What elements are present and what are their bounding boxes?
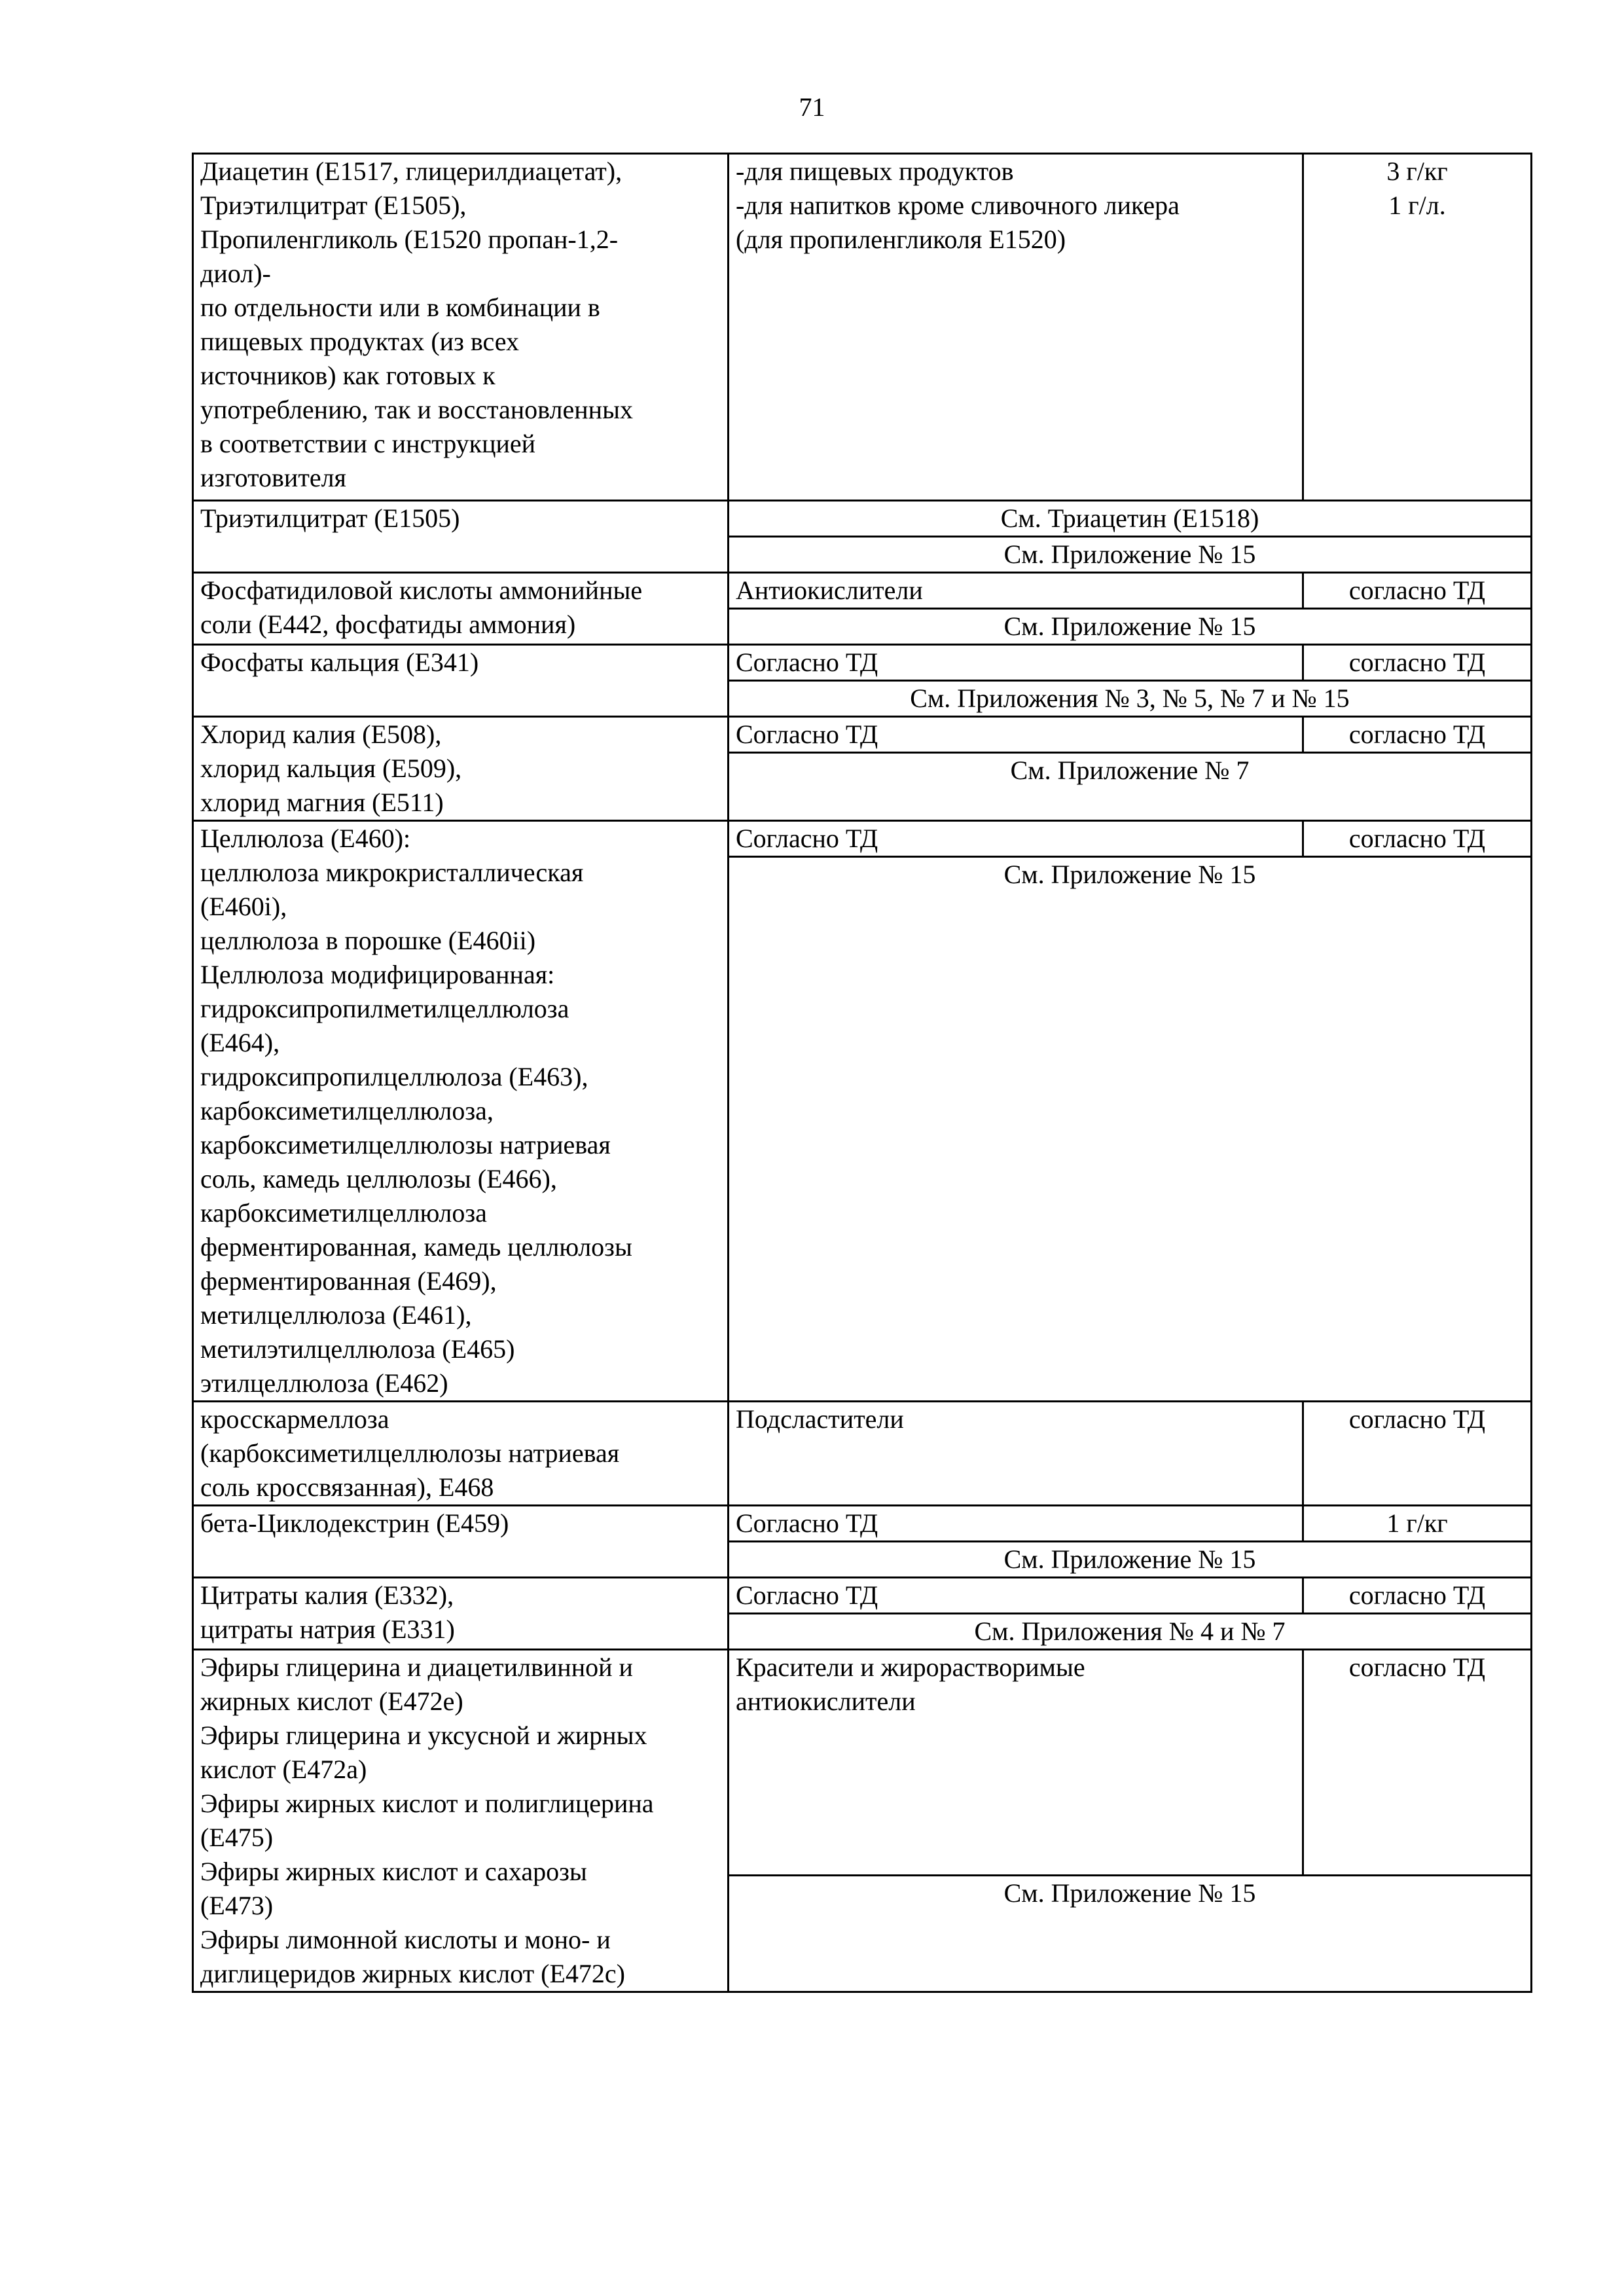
substance-cell (193, 821, 729, 1402)
substance-line: (Е464), (200, 1028, 280, 1057)
reference-cell: См. Приложения № 3, № 5, № 7 и № 15 (729, 681, 1532, 717)
substance-line: (Е460i), (200, 892, 287, 921)
level-cell: согласно ТД (1303, 645, 1532, 681)
reference-cell: См. Приложение № 15 (729, 537, 1532, 573)
substance-line: жирных кислот (Е472е) (200, 1686, 463, 1716)
substance-line: Хлорид калия (Е508), (200, 720, 442, 749)
substance-line: целлюлоза микрокристаллическая (200, 858, 584, 887)
category-cell (729, 1650, 1303, 1876)
reference-cell: См. Приложение № 15 (729, 1876, 1532, 1992)
additives-table (192, 153, 1532, 1993)
level-cell: согласно ТД (1303, 717, 1532, 753)
substance-line: Цитраты калия (Е332), (200, 1580, 454, 1610)
level-cell: согласно ТД (1303, 1578, 1532, 1614)
substance-line: соли (Е442, фосфатиды аммония) (200, 610, 576, 639)
substance-line: диол)- (200, 259, 271, 288)
category-cell (729, 154, 1303, 501)
substance-cell: Триэтилцитрат (Е1505) (193, 501, 729, 573)
substance-line: метилэтилцеллюлоза (Е465) (200, 1334, 515, 1364)
reference-cell: См. Приложение № 7 (729, 753, 1532, 821)
table-row (193, 573, 1532, 609)
substance-line: хлорид магния (Е511) (200, 788, 444, 817)
substance-line: Фосфатидиловой кислоты аммонийные (200, 575, 643, 605)
substance-line: (Е475) (200, 1823, 274, 1852)
level-cell: согласно ТД (1303, 573, 1532, 609)
substance-cell (193, 717, 729, 821)
table-row (193, 645, 1532, 681)
substance-line: метилцеллюлоза (Е461), (200, 1300, 472, 1330)
substance-line: Пропиленгликоль (Е1520 пропан-1,2- (200, 225, 619, 254)
reference-cell: См. Приложение № 15 (729, 1542, 1532, 1578)
substance-line: карбоксиметилцеллюлоза (200, 1198, 487, 1228)
substance-line: Эфиры глицерина и диацетилвинной и (200, 1652, 633, 1682)
reference-cell: См. Триацетин (Е1518) (729, 501, 1532, 537)
substance-line: гидроксипропилцеллюлоза (Е463), (200, 1062, 588, 1091)
substance-line: хлорид кальция (Е509), (200, 754, 462, 783)
table-row (193, 821, 1532, 857)
table-row (193, 1578, 1532, 1614)
table-row (193, 1506, 1532, 1542)
reference-cell: См. Приложения № 4 и № 7 (729, 1614, 1532, 1650)
reference-cell: См. Приложение № 15 (729, 857, 1532, 1402)
substance-line: соль, камедь целлюлозы (Е466), (200, 1164, 557, 1194)
category-line: -для напитков кроме сливочного ликера (736, 191, 1180, 220)
table-row (193, 717, 1532, 753)
page-number: 71 (799, 92, 825, 122)
substance-line: употреблению, так и восстановленных (200, 395, 633, 424)
category-cell: Согласно ТД (729, 821, 1303, 857)
substance-line: целлюлоза в порошке (Е460ii) (200, 926, 536, 955)
substance-line: источников) как готовых к (200, 361, 496, 390)
category-line: -для пищевых продуктов (736, 156, 1014, 186)
substance-line: Эфиры лимонной кислоты и моно- и (200, 1925, 611, 1954)
substance-line: пищевых продуктах (из всех (200, 327, 520, 356)
substance-line: гидроксипропилметилцеллюлоза (200, 994, 569, 1023)
substance-line: соль кроссвязанная), Е468 (200, 1472, 494, 1502)
substance-line: в соответствии с инструкцией (200, 429, 536, 458)
substance-line: ферментированная (Е469), (200, 1266, 497, 1296)
level-cell: 1 г/кг (1303, 1506, 1532, 1542)
substance-line: диглицеридов жирных кислот (Е472с) (200, 1959, 625, 1988)
substance-line: кросскармеллоза (200, 1404, 389, 1434)
substance-cell (193, 1650, 729, 1992)
substance-line: изготовителя (200, 463, 346, 492)
substance-cell: Фосфаты кальция (Е341) (193, 645, 729, 717)
substance-line: Целлюлоза модифицированная: (200, 960, 555, 989)
category-cell: Подсластители (729, 1402, 1303, 1506)
reference-cell: См. Приложение № 15 (729, 609, 1532, 645)
category-cell: Согласно ТД (729, 645, 1303, 681)
level-cell: согласно ТД (1303, 1402, 1532, 1506)
substance-cell (193, 154, 729, 501)
substance-cell (193, 1578, 729, 1650)
substance-line: Эфиры глицерина и уксусной и жирных (200, 1721, 647, 1750)
substance-cell (193, 573, 729, 645)
category-cell: Согласно ТД (729, 1506, 1303, 1542)
table-row (193, 154, 1532, 501)
category-cell: Согласно ТД (729, 1578, 1303, 1614)
substance-line: кислот (Е472а) (200, 1755, 367, 1784)
category-line: антиокислители (736, 1686, 916, 1716)
category-line: Красители и жирорастворимые (736, 1652, 1085, 1682)
level-line: 1 г/л. (1388, 191, 1446, 220)
substance-line: карбоксиметилцеллюлоза, (200, 1096, 494, 1125)
level-line: 3 г/кг (1386, 156, 1448, 186)
substance-line: Триэтилцитрат (Е1505), (200, 191, 467, 220)
table-row (193, 501, 1532, 537)
category-line: (для пропиленгликоля Е1520) (736, 225, 1066, 254)
level-cell: согласно ТД (1303, 821, 1532, 857)
substance-line: (Е473) (200, 1891, 274, 1920)
substance-line: цитраты натрия (Е331) (200, 1614, 455, 1644)
table-row (193, 1650, 1532, 1876)
substance-line: Эфиры жирных кислот и полиглицерина (200, 1789, 654, 1818)
substance-line: Целлюлоза (Е460): (200, 824, 411, 853)
substance-line: ферментированная, камедь целлюлозы (200, 1232, 632, 1262)
substance-line: по отдельности или в комбинации в (200, 293, 600, 322)
substance-line: Диацетин (Е1517, глицерилдиацетат), (200, 156, 623, 186)
substance-line: карбоксиметилцеллюлозы натриевая (200, 1130, 611, 1159)
level-cell (1303, 154, 1532, 501)
substance-line: Эфиры жирных кислот и сахарозы (200, 1857, 587, 1886)
category-cell: Согласно ТД (729, 717, 1303, 753)
substance-cell (193, 1402, 729, 1506)
category-cell: Антиокислители (729, 573, 1303, 609)
level-cell: согласно ТД (1303, 1650, 1532, 1876)
table-row (193, 1402, 1532, 1506)
substance-line: (карбоксиметилцеллюлозы натриевая (200, 1438, 620, 1468)
substance-cell: бета-Циклодекстрин (Е459) (193, 1506, 729, 1578)
substance-line: этилцеллюлоза (Е462) (200, 1368, 448, 1398)
